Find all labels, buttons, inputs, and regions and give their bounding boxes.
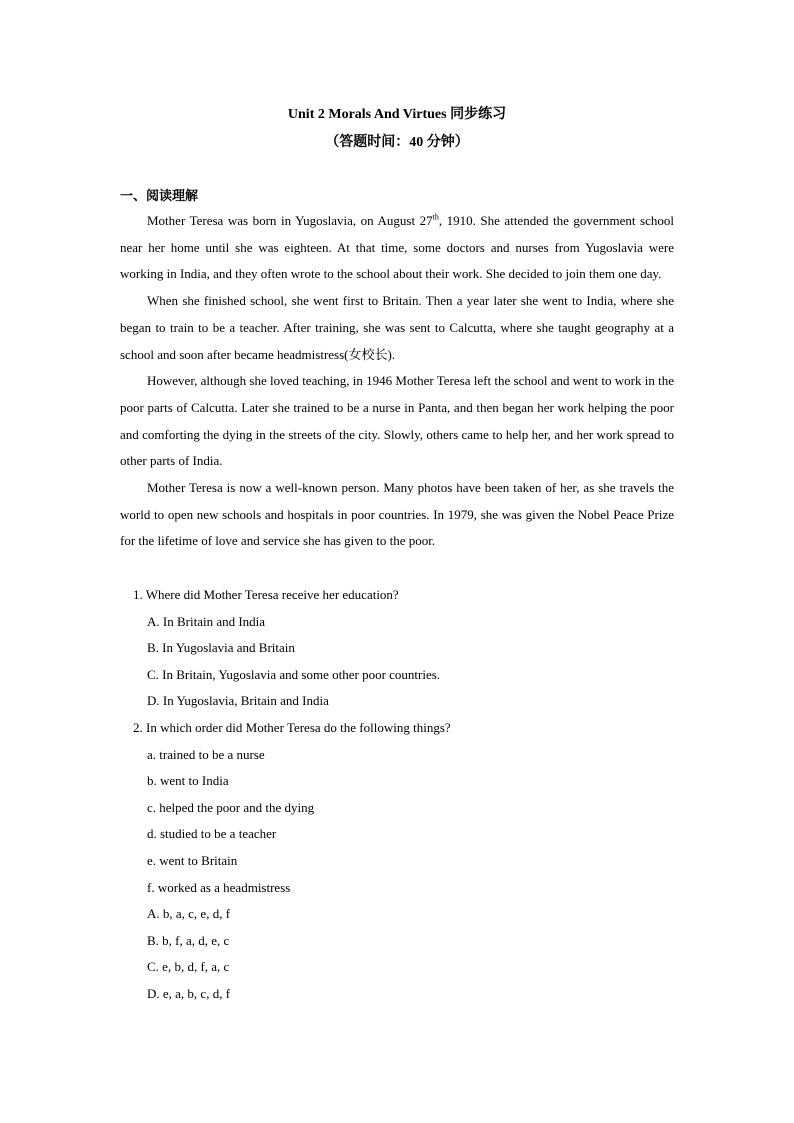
ordinal-suffix: th <box>432 212 439 222</box>
question-1 <box>133 582 673 715</box>
answer-option-c: C. e, b, d, f, a, c <box>147 959 230 975</box>
page-title: Unit 2 Morals And Virtues 同步练习 <box>287 107 507 122</box>
passage-paragraph-1 <box>120 208 674 288</box>
event-item-d: d. studied to be a teacher <box>147 826 277 842</box>
section-heading: 一、阅读理解 <box>120 188 199 203</box>
reading-passage <box>120 208 674 555</box>
answer-option-b: B. b, f, a, d, e, c <box>147 932 230 948</box>
answer-option-b: B. In Yugoslavia and Britain <box>147 640 295 656</box>
answer-option-d: D. In Yugoslavia, Britain and India <box>147 693 329 709</box>
page-subtitle: （答题时间：40 分钟） <box>325 135 469 150</box>
question-list <box>133 582 673 1008</box>
answer-option-a: A. In Britain and India <box>147 613 266 629</box>
event-item-f: f. worked as a headmistress <box>147 879 291 895</box>
answer-option-a: A. b, a, c, e, d, f <box>147 906 231 922</box>
event-item-a: a. trained to be a nurse <box>147 746 265 762</box>
passage-paragraph-4: Mother Teresa is now a well-known person. Many photos have been taken of her, as she travels the world to open new schools and hospitals in poor countries. In 1979, she was given the Nobel Peace Prize for the lifetime of love and service she has given to the poor. <box>120 480 674 549</box>
paragraph-text: Mother Teresa was born in Yugoslavia, on August 27 <box>147 213 433 228</box>
answer-option-c: C. In Britain, Yugoslavia and some other poor countries. <box>147 666 441 682</box>
question-2 <box>133 715 673 1008</box>
event-item-e: e. went to Britain <box>147 852 238 868</box>
event-item-c: c. helped the poor and the dying <box>147 799 315 815</box>
passage-paragraph-2: When she finished school, she went first to Britain. Then a year later she went to India, where she began to train to be a teacher. After training, she was sent to Calcutta, where she taught geography at a school and soon after became headmistress(女校长). <box>120 293 674 362</box>
question-stem: 1. Where did Mother Teresa receive her education? <box>133 587 399 602</box>
paragraph-text: , 1910. She attended the government school near her home until she was eighteen. At that time, some doctors and nurses from Yugoslavia were working in India, and they often wrote to the school about their work. She decided to join them one day. <box>120 213 674 282</box>
passage-paragraph-3: However, although she loved teaching, in 1946 Mother Teresa left the school and went to work in the poor parts of Calcutta. Later she trained to be a nurse in Panta, and then began her work helping the poor and comforting the dying in the streets of the city. Slowly, others came to help her, and her work spread to other parts of India. <box>120 373 674 469</box>
event-item-b: b. went to India <box>147 773 229 789</box>
question-stem: 2. In which order did Mother Teresa do the following things? <box>133 719 451 735</box>
answer-option-d: D. e, a, b, c, d, f <box>147 985 231 1001</box>
